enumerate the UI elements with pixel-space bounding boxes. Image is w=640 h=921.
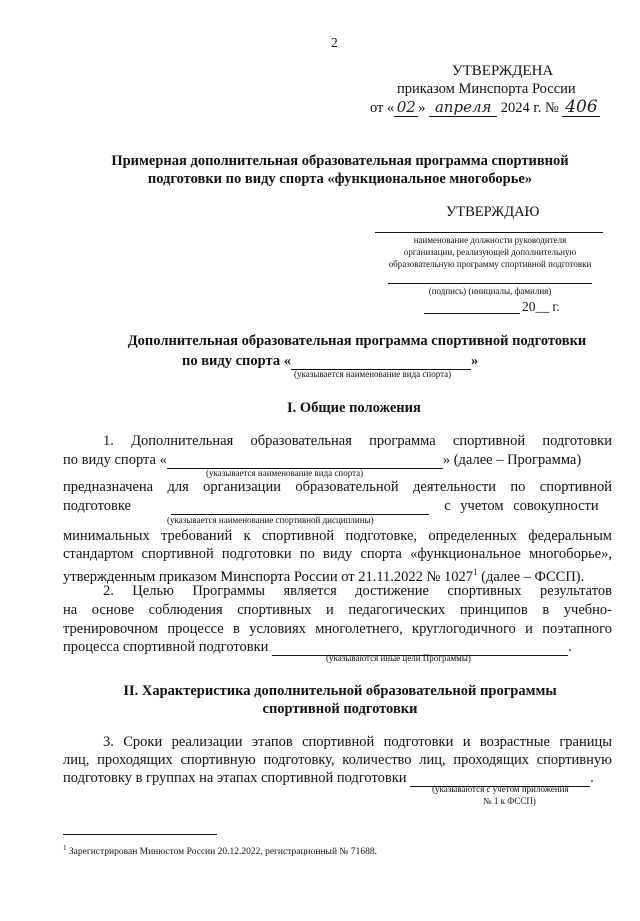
- p1-caption1: (указывается наименование вида спорта): [206, 468, 364, 478]
- program-title-suffix: »: [470, 353, 479, 369]
- date-line: [424, 313, 520, 314]
- signature-line: [388, 283, 592, 284]
- program-title-prefix: по виду спорта «: [182, 353, 291, 369]
- p1-line1: 1. Дополнительная образовательная программа спортивной подготовки: [103, 433, 612, 449]
- handwritten-month: апреля: [429, 98, 497, 117]
- year-text: 20__ г.: [522, 299, 560, 314]
- date-year: 2024 г. №: [500, 100, 559, 116]
- section2-heading-line1: II. Характеристика дополнительной образовательной программы: [123, 683, 557, 699]
- p2-line4-b: .: [568, 639, 572, 655]
- p1-discipline-blank: [171, 500, 429, 515]
- approval-date: [370, 98, 600, 117]
- footnote: [63, 842, 377, 858]
- program-title-caption: (указывается наименование вида спорта): [294, 369, 452, 379]
- footnote-mark: 1: [63, 844, 67, 852]
- p1-line4-a: подготовке: [63, 498, 131, 514]
- p2-line3: тренировочном процессе в условиях многолетнего, круглогодичного и поэтапного: [63, 621, 612, 637]
- p1-line6: стандартом спортивной подготовки по виду спорта «функциональное многоборье»,: [63, 546, 612, 562]
- p1-sport-blank: [167, 454, 443, 469]
- p2-line2: на основе соблюдения спортивных и педагогических принципов в учебно-: [63, 602, 612, 618]
- section1-heading: I. Общие положения: [287, 400, 421, 416]
- p3-line3-b: .: [590, 770, 594, 786]
- p3-caption1: (указываются с учетом приложения: [432, 784, 569, 794]
- p3-caption2: № 1 к ФССП): [483, 796, 536, 806]
- p1-line4: [63, 497, 612, 515]
- p1-line3: предназначена для организации образовательной деятельности по спортивной: [63, 479, 612, 495]
- p2-line4-a: процесса спортивной подготовки: [63, 639, 269, 655]
- handwritten-order-number: 406: [562, 98, 600, 117]
- p1-line2-b: » (далее – Программа): [442, 452, 582, 468]
- date-mid: »: [418, 100, 426, 116]
- signature-caption: (подпись) (инициалы, фамилия): [428, 286, 552, 296]
- p3-line3-a: подготовку в группах на этапах спортивной подготовки: [63, 770, 407, 786]
- program-title-line2: [182, 352, 478, 370]
- sport-name-blank: [291, 355, 471, 370]
- footnote-separator: [63, 834, 217, 835]
- date-prefix: от «: [370, 100, 395, 116]
- p3-line1: 3. Сроки реализации этапов спортивной подготовки и возрастные границы: [103, 734, 612, 750]
- approver-caption-1: наименование должности руководителя: [413, 235, 567, 245]
- approval-title: УТВЕРЖДЕНА: [452, 63, 554, 79]
- footnote-text: Зарегистрирован Минюстом России 20.12.2022, регистрационный № 71688.: [66, 847, 377, 858]
- handwritten-day: 02: [394, 98, 418, 117]
- approver-position-line: [375, 232, 603, 233]
- p2-caption: (указываются иные цели Программы): [326, 653, 471, 663]
- p1-caption2: (указывается наименование спортивной дисциплины): [167, 515, 374, 525]
- p2-line1: 2. Целью Программы является достижение спортивных результатов: [103, 583, 612, 599]
- p1-line2-a: по виду спорта «: [63, 452, 167, 468]
- p1-line4-b: с учетом совокупности: [444, 498, 599, 514]
- page-number: 2: [331, 35, 338, 50]
- p1-line5: минимальных требований к спортивной подготовке, определенных федеральным: [63, 528, 612, 544]
- p1-line7-a: утвержденным приказом Минспорта России от 21.11.2022 № 1027: [63, 568, 474, 585]
- section2-heading-line2: спортивной подготовки: [262, 701, 418, 717]
- approval-line1: приказом Минспорта России: [397, 81, 576, 97]
- p1-line2: [63, 451, 612, 469]
- p2-line4: [63, 638, 572, 656]
- p1-line7-b: (далее – ФССП).: [477, 568, 585, 585]
- approver-caption-3: образовательную программу спортивной подготовки: [388, 259, 592, 269]
- approve-title: УТВЕРЖДАЮ: [446, 204, 540, 220]
- program-title-line1: Дополнительная образовательная программа спортивной подготовки: [127, 333, 587, 349]
- doc-title-line1: Примерная дополнительная образовательная программа спортивной: [111, 153, 569, 169]
- footnote-ref: 1: [473, 567, 478, 577]
- approver-caption-2: организации, реализующей дополнительную: [403, 247, 577, 257]
- doc-title-line2: подготовки по виду спорта «функциональное многоборье»: [147, 171, 533, 187]
- p3-line2: лиц, проходящих спортивную подготовку, количество лиц, проходящих спортивную: [63, 752, 612, 768]
